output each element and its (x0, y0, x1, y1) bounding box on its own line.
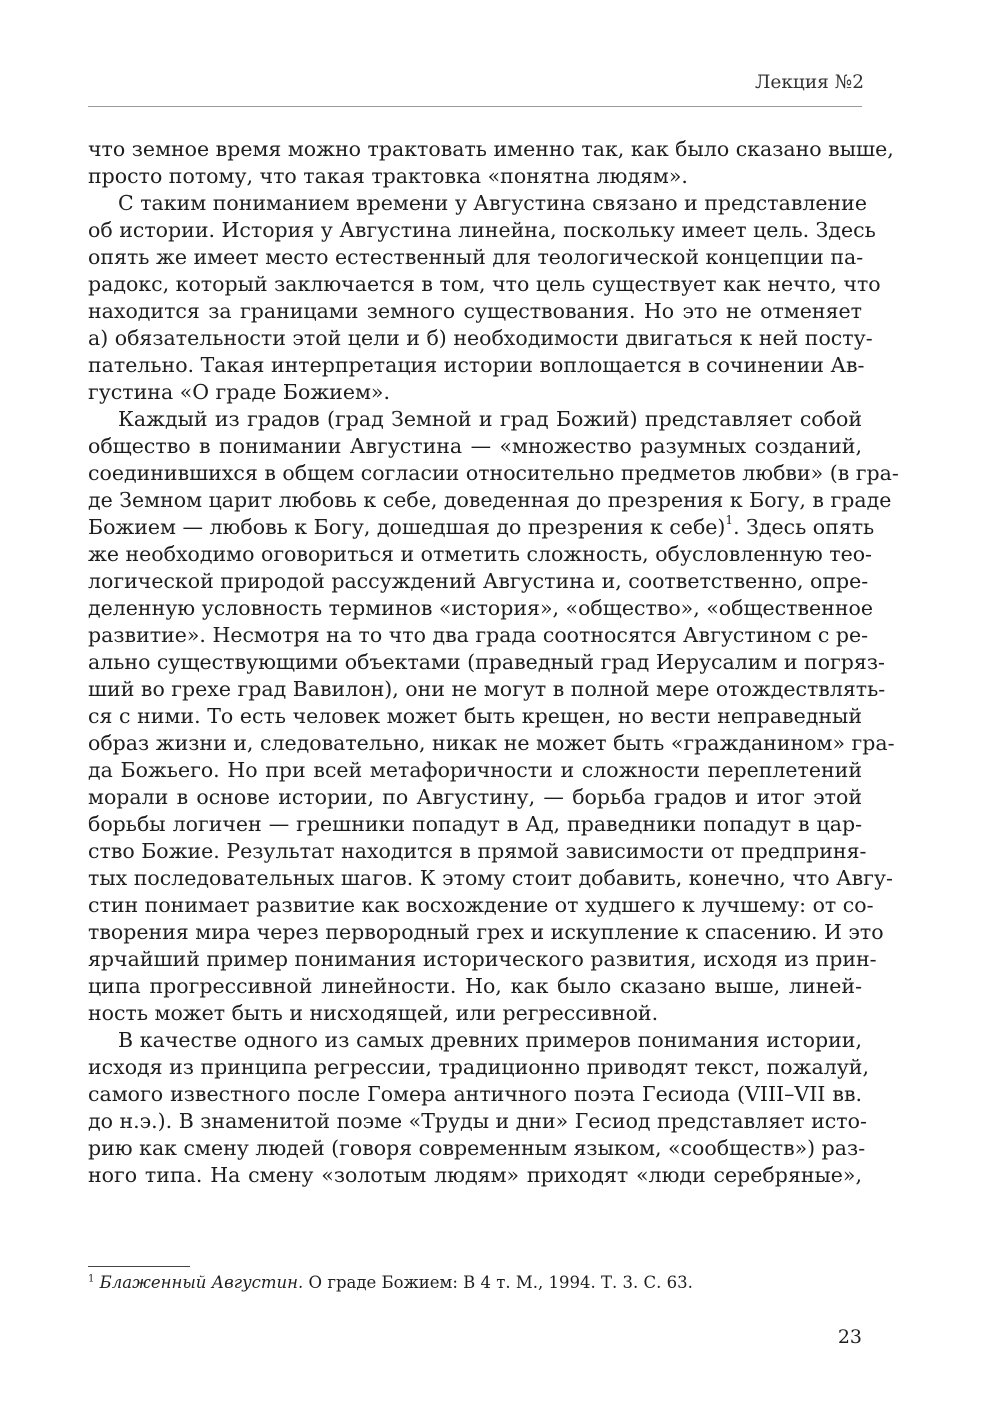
text-line: де Земном царит любовь к себе, доведенная до презрения к Богу, в граде (88, 488, 892, 512)
text-line: до н.э.). В знаменитой поэме «Труды и дни» Гесиод представляет исто- (88, 1109, 867, 1133)
text-line: ного типа. На смену «золотым людям» приходят «люди серебряные», (88, 1163, 862, 1187)
text-line: тых последовательных шагов. К этому стоит добавить, конечно, что Авгу- (88, 866, 893, 890)
text-line: опять же имеет место естественный для теологической концепции па- (88, 245, 864, 269)
footnote (88, 1272, 693, 1294)
text-line: борьбы логичен — грешники попадут в Ад, праведники попадут в цар- (88, 812, 862, 836)
text-line: развитие». Несмотря на то что два града соотносятся Августином с ре- (88, 623, 869, 647)
text-line: логической природой рассуждений Августина и, соответственно, опре- (88, 569, 869, 593)
text-line: радокс, который заключается в том, что цель существует как нечто, что (88, 272, 881, 296)
text-line: ший во грехе град Вавилон), они не могут в полной мере отождествлять- (88, 677, 886, 701)
text-line: рию как смену людей (говоря современным языком, «сообществ») раз- (88, 1136, 866, 1160)
text-line: творения мира через первородный грех и искупление к спасению. И это (88, 920, 884, 944)
running-title: Лекция №2 (754, 72, 864, 93)
footnote-citation: О граде Божием: В 4 т. М., 1994. Т. 3. С. 63. (303, 1273, 693, 1292)
text-line: соединившихся в общем согласии относительно предметов любви» (в гра- (88, 461, 899, 485)
header-rule (88, 106, 862, 107)
text-line: ность может быть и нисходящей, или регрессивной. (88, 1001, 659, 1025)
text-line: самого известного после Гомера античного поэта Гесиода (VIII–VII вв. (88, 1082, 862, 1106)
text-line: Каждый из градов (град Земной и град Божий) представляет собой (118, 407, 862, 431)
footnote-marker: 1 (88, 1273, 95, 1285)
text-line: С таким пониманием времени у Августина связано и представление (118, 191, 867, 215)
footnote-reference: 1 (725, 513, 734, 528)
text-line: ально существующими объектами (праведный град Иерусалим и погряз- (88, 650, 885, 674)
text-line: находится за границами земного существования. Но это не отменяет (88, 299, 862, 323)
page-number: 23 (837, 1326, 862, 1348)
text-line: пательно. Такая интерпретация истории воплощается в сочинении Ав- (88, 353, 865, 377)
text-line: общество в понимании Августина — «множество разумных созданий, (88, 434, 862, 458)
text-line: что земное время можно трактовать именно так, как было сказано выше, (88, 137, 894, 161)
text-line: густина «О граде Божием». (88, 380, 390, 404)
text-fragment: Божием — любовь к Богу, дошедшая до презрения к себе) (88, 515, 726, 539)
text-line-with-footnote-ref (88, 513, 875, 541)
text-line: морали в основе истории, по Августину, — борьба градов и итог этой (88, 785, 862, 809)
text-line: исходя из принципа регрессии, традиционно приводят текст, пожалуй, (88, 1055, 869, 1079)
text-line: стин понимает развитие как восхождение от худшего к лучшему: от со- (88, 893, 874, 917)
footnote-rule (88, 1266, 190, 1267)
footnote-author: Блаженный Августин. (99, 1273, 304, 1292)
text-line: ципа прогрессивной линейности. Но, как было сказано выше, линей- (88, 974, 862, 998)
text-line: В качестве одного из самых древних примеров понимания истории, (118, 1028, 862, 1052)
text-line: деленную условность терминов «история», «общество», «общественное (88, 596, 873, 620)
text-line: ство Божие. Результат находится в прямой зависимости от предприня- (88, 839, 867, 863)
text-line: об истории. История у Августина линейна, поскольку имеет цель. Здесь (88, 218, 876, 242)
text-line: просто потому, что такая трактовка «понятна людям». (88, 164, 688, 188)
text-line: а) обязательности этой цели и б) необходимости двигаться к ней посту- (88, 326, 873, 350)
text-line: же необходимо оговориться и отметить сложность, обусловленную тео- (88, 542, 872, 566)
text-line: ся с ними. То есть человек может быть крещен, но вести неправедный (88, 704, 862, 728)
text-line: ярчайший пример понимания исторического развития, исходя из прин- (88, 947, 877, 971)
text-line: да Божьего. Но при всей метафоричности и сложности переплетений (88, 758, 862, 782)
text-line: образ жизни и, следовательно, никак не может быть «гражданином» гра- (88, 731, 895, 755)
text-fragment: . Здесь опять (733, 515, 875, 539)
